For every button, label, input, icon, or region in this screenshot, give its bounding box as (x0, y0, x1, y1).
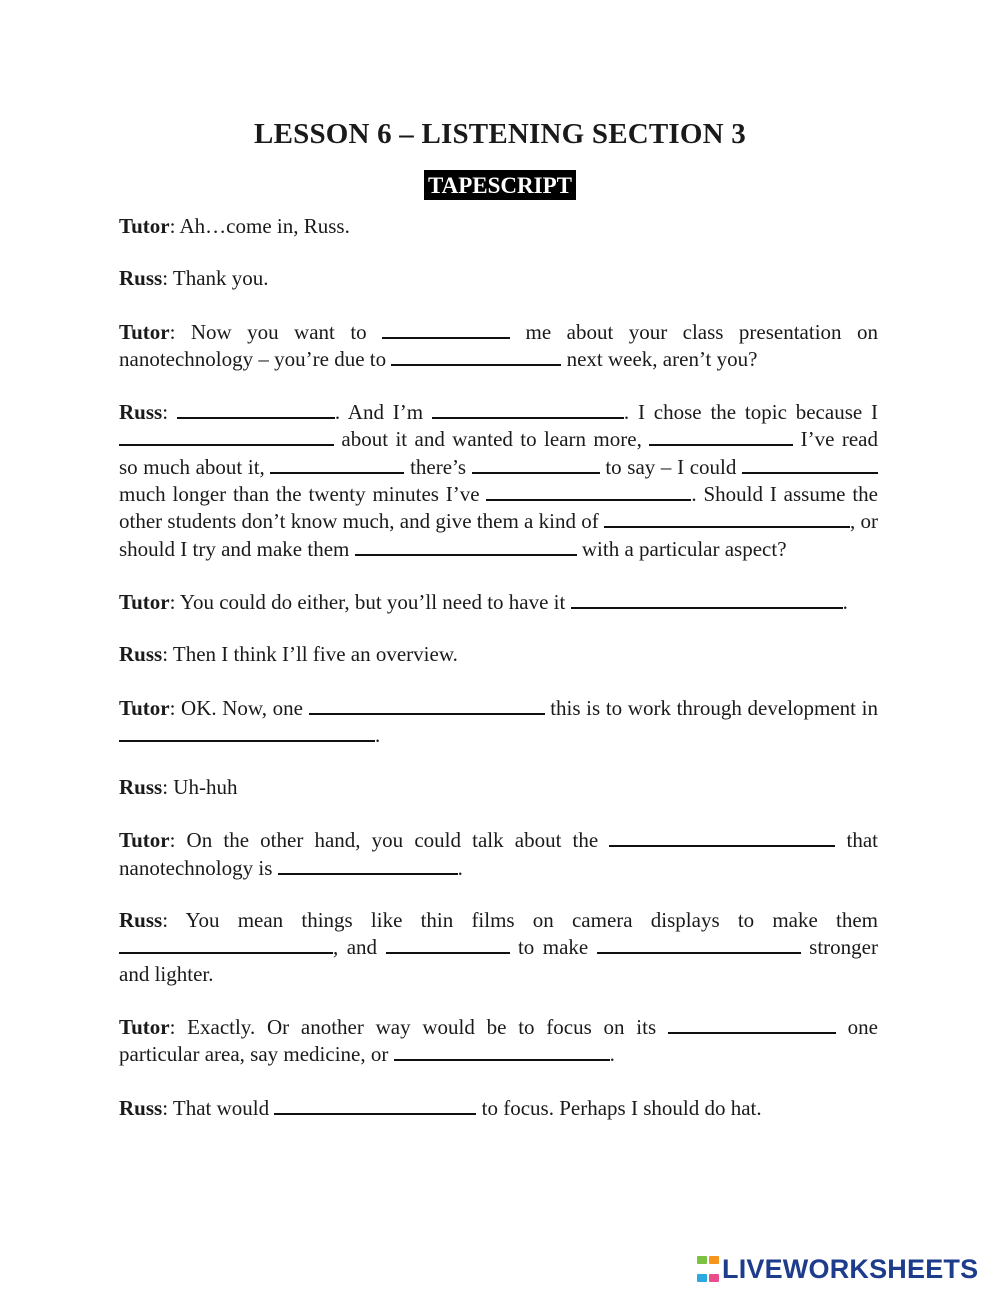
dialogue-text: much longer than the twenty minutes I’ve (119, 482, 487, 507)
answer-blank-6[interactable] (649, 425, 793, 446)
dialogue-text: : Exactly. Or another way would be to focus on its (169, 1014, 668, 1039)
speaker-tutor: Tutor (119, 319, 170, 344)
dialogue-text: this is to work through development in (544, 695, 878, 720)
speaker-russ: Russ (119, 775, 163, 800)
answer-blank-21[interactable] (668, 1013, 836, 1034)
dialogue-text: : Then I think I’ll five an overview. (162, 642, 458, 667)
speaker-russ: Russ (119, 266, 163, 291)
speaker-tutor: Tutor (119, 589, 170, 614)
speaker-tutor: Tutor (119, 1014, 170, 1039)
answer-blank-4[interactable] (432, 398, 624, 419)
dialogue-turn-7 (119, 694, 878, 749)
answer-blank-10[interactable] (486, 480, 691, 501)
speaker-tutor: Tutor (119, 214, 170, 238)
speaker-tutor: Tutor (119, 828, 170, 853)
dialogue-text: , and (333, 935, 386, 960)
dialogue-text: about it and wanted to learn more, (334, 427, 650, 452)
dialogue-turn-10 (119, 907, 878, 987)
answer-blank-3[interactable] (177, 398, 335, 419)
answer-blank-23[interactable] (274, 1094, 476, 1115)
dialogue-text: to say – I could (599, 454, 742, 479)
dialogue-text: with a particular aspect? (576, 536, 787, 561)
answer-blank-5[interactable] (119, 425, 334, 446)
answer-blank-14[interactable] (309, 694, 545, 715)
speaker-russ: Russ (119, 400, 163, 425)
dialogue-text: to focus. Perhaps I should do hat. (476, 1095, 762, 1120)
dialogue-turn-6 (119, 641, 878, 667)
dialogue-text: : (162, 400, 177, 425)
dialogue-text: . (609, 1042, 615, 1067)
tapescript-label: TAPESCRIPT (424, 170, 576, 200)
answer-blank-18[interactable] (119, 933, 333, 954)
transcript (119, 213, 878, 1147)
answer-blank-16[interactable] (609, 826, 835, 847)
answer-blank-20[interactable] (597, 933, 801, 954)
answer-blank-22[interactable] (394, 1040, 610, 1061)
dialogue-text: there’s (404, 454, 472, 479)
dialogue-text: I’ve read so much about it, (119, 427, 878, 479)
dialogue-turn-4 (119, 398, 878, 562)
liveworksheets-logo[interactable] (697, 1254, 997, 1284)
answer-blank-1[interactable] (382, 318, 510, 339)
logo-wordmark: LIVEWORKSHEETS (722, 1253, 979, 1284)
dialogue-text: . And I’m (334, 400, 432, 425)
dialogue-turn-1 (119, 213, 878, 239)
dialogue-text: that nanotechnology is (119, 828, 878, 880)
dialogue-text: one particular area, say medicine, or (119, 1014, 878, 1067)
dialogue-text: : On the other hand, you could talk about the (169, 828, 610, 853)
dialogue-turn-5 (119, 588, 878, 615)
answer-blank-11[interactable] (604, 507, 850, 528)
answer-blank-7[interactable] (270, 453, 404, 474)
dialogue-text: . (842, 589, 848, 614)
page-title: LESSON 6 – LISTENING SECTION 3 (254, 118, 746, 150)
dialogue-text: : Now you want to (169, 319, 383, 344)
dialogue-text: . (375, 722, 381, 747)
liveworksheets-logo-icon (697, 1256, 719, 1282)
answer-blank-2[interactable] (391, 345, 561, 366)
answer-blank-9[interactable] (742, 453, 878, 474)
dialogue-turn-2 (119, 265, 878, 291)
dialogue-text: : Uh-huh (162, 775, 238, 800)
dialogue-turn-3 (119, 318, 878, 373)
dialogue-turn-9 (119, 826, 878, 881)
dialogue-text: : Thank you. (162, 266, 269, 291)
dialogue-text: . (457, 855, 463, 880)
answer-blank-13[interactable] (571, 588, 843, 609)
dialogue-turn-12 (119, 1094, 878, 1121)
dialogue-text: to make (509, 935, 597, 960)
dialogue-text: : OK. Now, one (169, 695, 309, 720)
dialogue-text: next week, aren’t you? (561, 346, 758, 371)
speaker-russ: Russ (119, 1095, 163, 1120)
speaker-russ: Russ (119, 908, 163, 933)
speaker-russ: Russ (119, 642, 163, 667)
dialogue-text: me about your class presentation on nanotechnology – you’re due to (119, 319, 878, 371)
answer-blank-8[interactable] (472, 453, 600, 474)
dialogue-text: : That would (162, 1095, 275, 1120)
dialogue-text: , or should I try and make them (119, 509, 878, 561)
answer-blank-19[interactable] (386, 933, 510, 954)
dialogue-text: . I chose the topic because I (623, 400, 879, 425)
speaker-tutor: Tutor (119, 695, 170, 720)
answer-blank-17[interactable] (278, 854, 458, 875)
answer-blank-15[interactable] (119, 721, 375, 742)
dialogue-text: : You could do either, but you’ll need to have it (169, 589, 571, 614)
dialogue-text: . Should I assume the other students don’t know much, and give them a kind of (119, 482, 878, 534)
dialogue-text: stronger and lighter. (119, 935, 878, 986)
dialogue-text: : You mean things like thin films on camera displays to make them (162, 908, 878, 933)
answer-blank-12[interactable] (355, 535, 577, 556)
dialogue-text: : Ah…come in, Russ. (169, 214, 350, 238)
dialogue-turn-8 (119, 774, 878, 800)
dialogue-turn-11 (119, 1013, 878, 1068)
